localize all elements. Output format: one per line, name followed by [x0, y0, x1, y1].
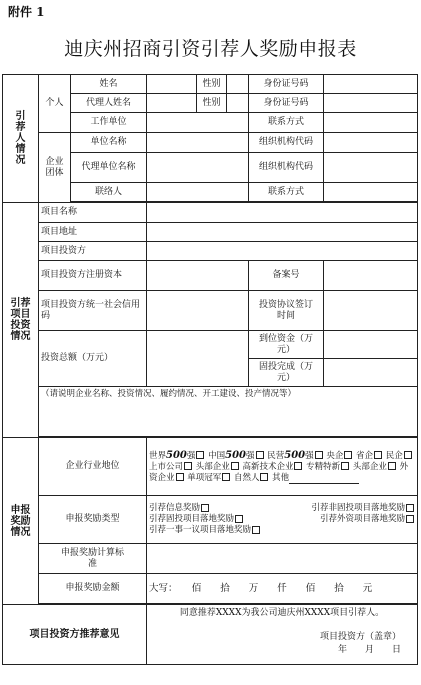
- leading-checkbox[interactable]: [231, 462, 239, 470]
- calc-standard-field[interactable]: [147, 544, 418, 574]
- gender-field[interactable]: [227, 75, 249, 94]
- id-number-field[interactable]: [324, 75, 418, 94]
- reg-capital-label: 项目投资方注册资本: [39, 261, 147, 291]
- total-investment-field[interactable]: [147, 331, 249, 387]
- investor-label: 项目投资方: [39, 242, 147, 261]
- central-checkbox[interactable]: [344, 451, 352, 459]
- agent-unit-field[interactable]: [147, 153, 249, 183]
- project-description-field[interactable]: [39, 387, 418, 437]
- listed-checkbox[interactable]: [184, 462, 192, 470]
- name-field[interactable]: [147, 75, 197, 94]
- info-reward-checkbox[interactable]: [201, 504, 209, 512]
- enterprise-contact-field[interactable]: [324, 183, 418, 202]
- agent-gender-field[interactable]: [227, 94, 249, 113]
- unit-name-field[interactable]: [147, 133, 249, 153]
- project-address-label: 项目地址: [39, 223, 147, 242]
- opinion-text: 同意推荐XXXX为我公司迪庆州XXXX项目引荐人。: [179, 608, 385, 618]
- foreign-reward-checkbox[interactable]: [406, 515, 414, 523]
- date-label: 年 月 日: [337, 645, 401, 655]
- industry-label: 企业行业地位: [39, 438, 147, 496]
- agent-org-code-label: 组织机构代码: [249, 153, 324, 183]
- agent-unit-label: 代理单位名称: [71, 153, 147, 183]
- contact-person-field[interactable]: [147, 183, 249, 202]
- project-note: （请说明企业名称、投资情况、履约情况、开工建设、投产情况等）: [41, 389, 297, 399]
- reward-type-label: 申报奖励类型: [39, 496, 147, 544]
- section-referrer: 引荐人情况: [3, 75, 39, 203]
- attachment-label: 附件 1: [8, 5, 45, 19]
- other-input[interactable]: [289, 474, 359, 484]
- org-code-field[interactable]: [324, 133, 418, 153]
- reward-amount-label: 申报奖励金额: [39, 574, 147, 604]
- org-code-label: 组织机构代码: [249, 133, 324, 153]
- reward-type-options: 引荐信息奖励 引荐非固投项目落地奖励 引荐固投项目落地奖励 引荐外资项目落地奖励 引荐一事一议项目落地奖励: [147, 496, 418, 544]
- application-form: [2, 74, 418, 665]
- funds-in-place-field[interactable]: [324, 331, 418, 359]
- agreement-time-label: 投资协议签订时间: [249, 291, 324, 331]
- contact-person-label: 联络人: [71, 183, 147, 202]
- agent-name-label: 代理人姓名: [71, 94, 147, 113]
- total-investment-label: 投资总额（万元）: [39, 331, 147, 387]
- natural-checkbox[interactable]: [260, 473, 268, 481]
- funds-in-place-label: 到位资金（万元）: [249, 331, 324, 359]
- section-reward: 申报奖励情况: [3, 438, 39, 605]
- project-name-field[interactable]: [147, 203, 418, 223]
- non-fixed-reward-checkbox[interactable]: [406, 504, 414, 512]
- fixed-reward-checkbox[interactable]: [235, 515, 243, 523]
- contact-field[interactable]: [324, 113, 418, 133]
- champion-checkbox[interactable]: [222, 473, 230, 481]
- china-500-checkbox[interactable]: [256, 451, 264, 459]
- signer-label: 项目投资方（盖章）: [319, 632, 401, 642]
- individual-label: 个人: [39, 75, 71, 133]
- foreign-checkbox[interactable]: [176, 473, 184, 481]
- case-reward-checkbox[interactable]: [252, 526, 260, 534]
- agent-id-label: 身份证号码: [249, 94, 324, 113]
- calc-standard-label: 申报奖励计算标准: [39, 544, 147, 574]
- filing-no-label: 备案号: [249, 261, 324, 291]
- section-opinion: 项目投资方推荐意见: [3, 605, 147, 665]
- high-tech-checkbox[interactable]: [294, 462, 302, 470]
- industry-options: 世界500强 中国500强 民营500强 央企 省企 民企 上市公司 头部企业 高新技术企业 专精特新 头部企业 外资企业 单项冠军 自然人 其他: [147, 438, 418, 496]
- contact-label: 联系方式: [249, 113, 324, 133]
- work-unit-field[interactable]: [147, 113, 249, 133]
- section-project: 引荐项目投资情况: [3, 203, 39, 438]
- id-number-label: 身份证号码: [249, 75, 324, 94]
- investor-field[interactable]: [147, 242, 418, 261]
- leading2-checkbox[interactable]: [388, 462, 396, 470]
- credit-code-field[interactable]: [147, 291, 249, 331]
- enterprise-label: 企业团体: [39, 133, 71, 203]
- private-500-checkbox[interactable]: [315, 451, 323, 459]
- form-title: 迪庆州招商引资引荐人奖励申报表: [64, 38, 357, 60]
- agent-gender-label: 性别: [197, 94, 227, 113]
- work-unit-label: 工作单位: [71, 113, 147, 133]
- world-500-checkbox[interactable]: [196, 451, 204, 459]
- agent-org-code-field[interactable]: [324, 153, 418, 183]
- reg-capital-field[interactable]: [147, 261, 249, 291]
- fixed-done-field[interactable]: [324, 359, 418, 387]
- reward-amount-field[interactable]: 大写： 佰 拾 万 仟 佰 拾 元: [147, 574, 418, 604]
- specialized-checkbox[interactable]: [341, 462, 349, 470]
- name-label: 姓名: [71, 75, 147, 94]
- agreement-time-field[interactable]: [324, 291, 418, 331]
- project-name-label: 项目名称: [39, 203, 147, 223]
- gender-label: 性别: [197, 75, 227, 94]
- filing-no-field[interactable]: [324, 261, 418, 291]
- agent-name-field[interactable]: [147, 94, 197, 113]
- project-address-field[interactable]: [147, 223, 418, 242]
- fixed-done-label: 固投完成（万元）: [249, 359, 324, 387]
- provincial-checkbox[interactable]: [374, 451, 382, 459]
- private-ent-checkbox[interactable]: [404, 451, 412, 459]
- agent-id-field[interactable]: [324, 94, 418, 113]
- unit-name-label: 单位名称: [71, 133, 147, 153]
- opinion-field[interactable]: [147, 605, 418, 665]
- enterprise-contact-label: 联系方式: [249, 183, 324, 202]
- credit-code-label: 项目投资方统一社会信用码: [39, 291, 147, 331]
